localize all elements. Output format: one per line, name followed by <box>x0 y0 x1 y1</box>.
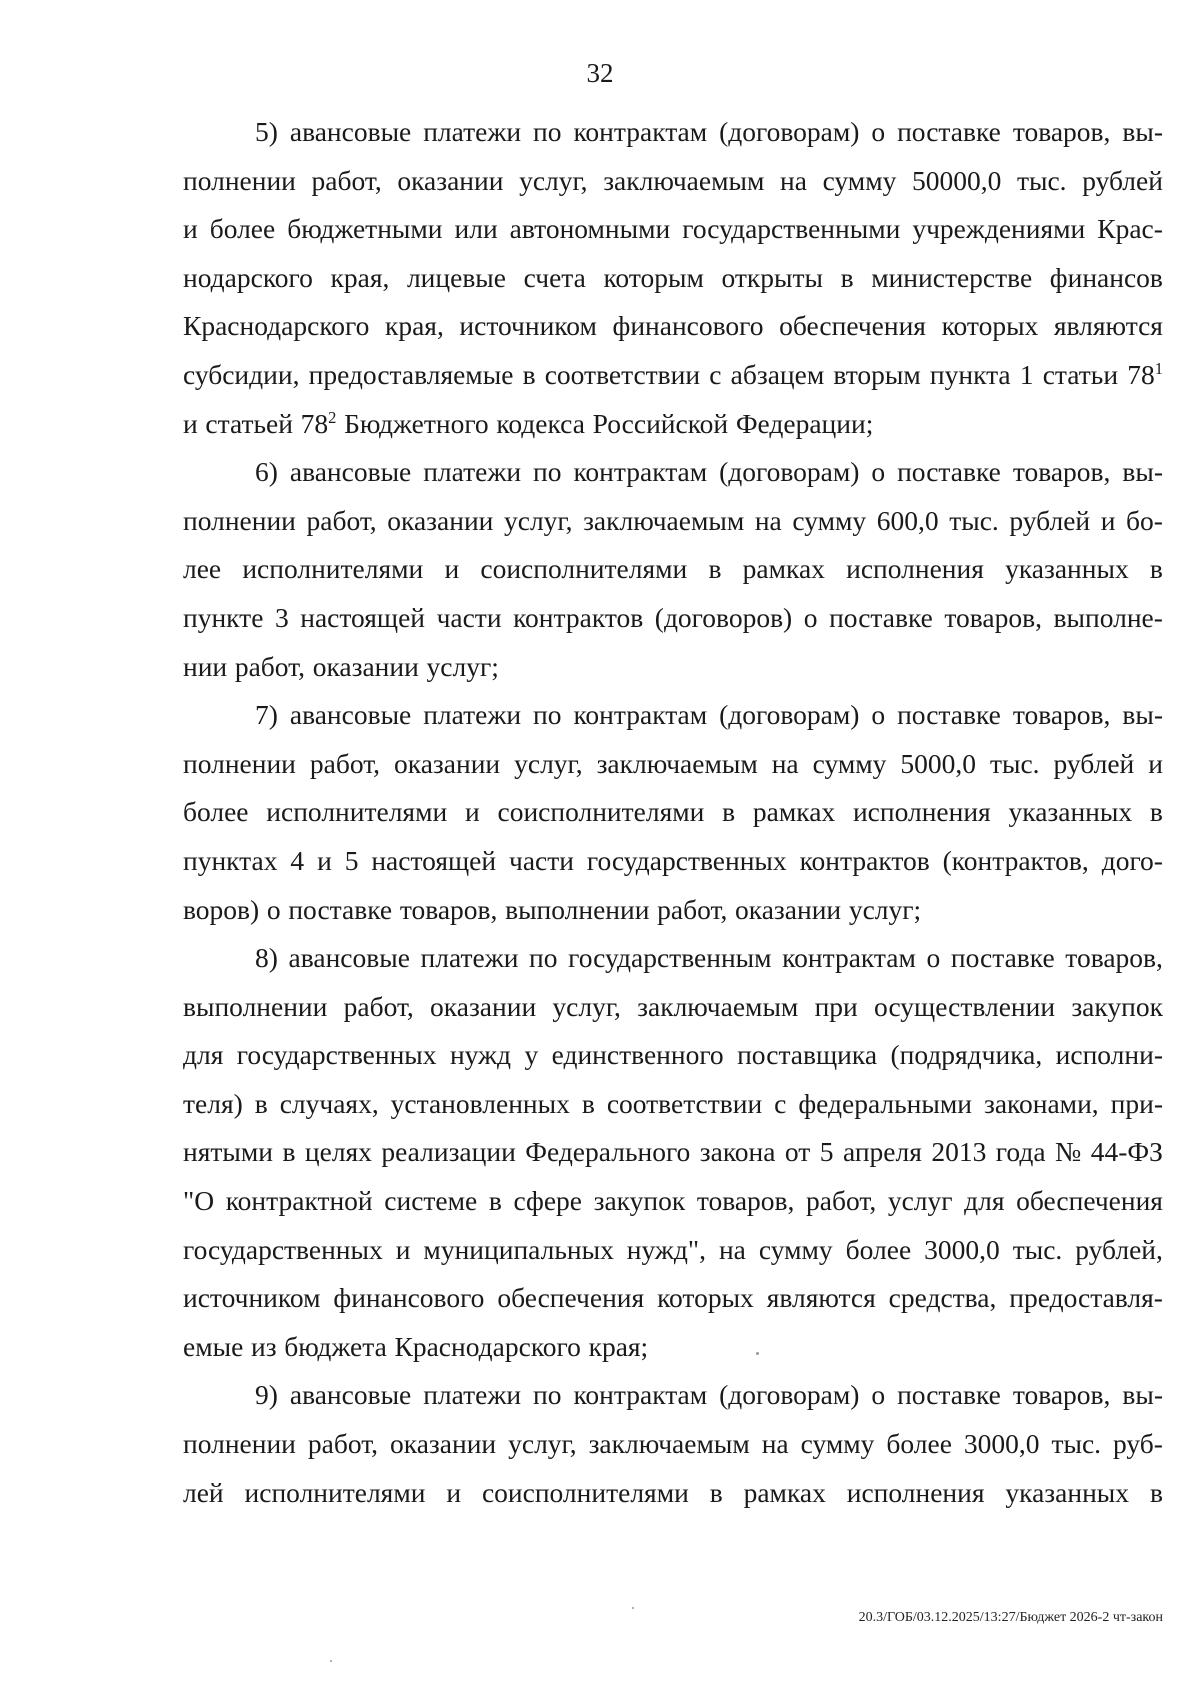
paragraph-p7 <box>183 691 1163 934</box>
scan-speck <box>330 1660 332 1662</box>
text-line: и более бюджетными или автономными государственными учреждениями Крас- <box>183 213 1163 245</box>
text-line: емые из бюджета Краснодарского края; <box>183 1330 649 1362</box>
text-line: 8) авансовые платежи по государственным контрактам о поставке товаров, <box>255 942 1163 974</box>
text-line: более исполнителями и соисполнителями в рамках исполнения указанных в <box>183 796 1163 828</box>
text-line: теля) в случаях, установленных в соответствии с федеральными законами, при- <box>183 1087 1163 1119</box>
text-line: субсидии, предоставляемые в соответствии с абзацем вторым пункта 1 статьи $78^1$ <box>183 358 1163 390</box>
text-line: нятыми в целях реализации Федерального закона от 5 апреля 2013 года № 44-ФЗ <box>183 1136 1163 1168</box>
text-line: нодарского края, лицевые счета которым открыты в министерстве финансов <box>183 261 1163 293</box>
text-line: для государственных нужд у единственного поставщика (подрядчика, исполни- <box>183 1039 1163 1071</box>
text-line: полнении работ, оказании услуг, заключаемым на сумму 50000,0 тыс. рублей <box>183 164 1163 196</box>
document-footer-code: 20.3/ГОБ/03.12.2025/13:27/Бюджет 2026-2 чт-закон <box>858 1610 1163 1625</box>
paragraph-p5 <box>183 108 1163 448</box>
text-line: Краснодарского края, источником финансового обеспечения которых являются <box>183 310 1163 342</box>
text-line: 5) авансовые платежи по контрактам (договорам) о поставке товаров, вы- <box>255 116 1163 147</box>
text-line: лее исполнителями и соисполнителями в рамках исполнения указанных в <box>183 553 1163 585</box>
paragraph-p6 <box>183 448 1163 691</box>
text-line: воров) о поставке товаров, выполнении работ, оказании услуг; <box>183 893 922 925</box>
text-line: и статьей $78^2$ Бюджетного кодекса Российской Федерации; <box>183 407 874 439</box>
text-line: "О контрактной системе в сфере закупок товаров, работ, услуг для обеспечения <box>183 1185 1163 1217</box>
scan-speck <box>632 1607 634 1609</box>
text-line: полнении работ, оказании услуг, заключаемым на сумму более 3000,0 тыс. руб- <box>183 1428 1163 1460</box>
text-line: нии работ, оказании услуг; <box>183 650 499 682</box>
text-line: полнении работ, оказании услуг, заключаемым на сумму 600,0 тыс. рублей и бо- <box>183 504 1163 536</box>
document-body <box>183 108 1163 1517</box>
text-line: выполнении работ, оказании услуг, заключаемым при осуществлении закупок <box>183 990 1163 1022</box>
scan-speck <box>756 1352 759 1355</box>
text-line: пункте 3 настоящей части контрактов (договоров) о поставке товаров, выполне- <box>183 601 1163 633</box>
text-line: лей исполнителями и соисполнителями в рамках исполнения указанных в <box>183 1476 1163 1508</box>
text-line: 9) авансовые платежи по контрактам (договорам) о поставке товаров, вы- <box>255 1379 1163 1411</box>
text-line: 7) авансовые платежи по контрактам (договорам) о поставке товаров, вы- <box>255 699 1163 731</box>
page-number: 32 <box>586 58 614 88</box>
text-line: пунктах 4 и 5 настоящей части государственных контрактов (контрактов, дого- <box>183 844 1163 876</box>
paragraph-p9 <box>183 1371 1163 1517</box>
paragraph-p8 <box>183 934 1163 1371</box>
text-line: источником финансового обеспечения которых являются средства, предоставля- <box>183 1282 1163 1314</box>
text-line: 6) авансовые платежи по контрактам (договорам) о поставке товаров, вы- <box>255 456 1163 488</box>
text-line: государственных и муниципальных нужд", на сумму более 3000,0 тыс. рублей, <box>183 1233 1163 1265</box>
text-line: полнении работ, оказании услуг, заключаемым на сумму 5000,0 тыс. рублей и <box>183 747 1163 779</box>
